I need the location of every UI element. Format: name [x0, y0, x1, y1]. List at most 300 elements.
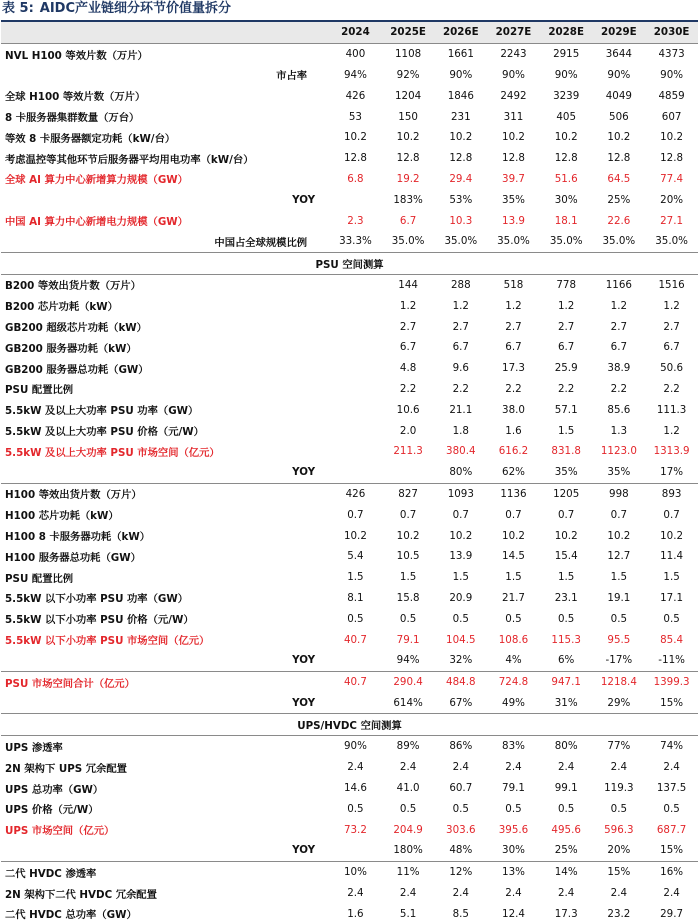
- value-cell: 12.7: [607, 550, 631, 563]
- value-cell: 1.5: [452, 571, 469, 584]
- value-cell: 0.5: [399, 612, 417, 625]
- section-title: PSU 空间测算: [1, 252, 698, 274]
- value-cell: 21.7: [502, 591, 525, 604]
- value-cell: [382, 462, 435, 483]
- value-cell: 831.8: [551, 445, 581, 458]
- table-row: [1, 798, 698, 819]
- value-cell: 12.8: [343, 152, 367, 165]
- value-cell: 6%: [558, 654, 575, 667]
- value-cell: 1.2: [610, 299, 628, 312]
- value-cell: 79.1: [396, 633, 420, 646]
- value-cell: 1.2: [557, 299, 575, 312]
- value-cell: 2492: [500, 89, 527, 102]
- table-row: [1, 231, 698, 252]
- value-cell: 1.6: [347, 907, 364, 920]
- value-cell: 1.6: [505, 424, 522, 437]
- row-label: 全球 H100 等效片数（万片）: [5, 91, 146, 104]
- value-cell: [329, 316, 382, 337]
- table-row: [1, 903, 698, 924]
- value-cell: 13.9: [502, 214, 525, 227]
- table-row: [1, 462, 698, 483]
- value-cell: [329, 840, 382, 861]
- row-label: 二代 HVDC 总功率（GW）: [5, 909, 137, 922]
- value-cell: 15%: [660, 696, 684, 709]
- table-row: [1, 819, 698, 840]
- table-row: [1, 861, 698, 882]
- value-cell: 1.3: [610, 424, 628, 437]
- table-row: [1, 736, 698, 757]
- row-label: 5.5kW 及以上大功率 PSU 功率（GW）: [5, 405, 199, 418]
- value-cell: 85.4: [660, 633, 684, 646]
- value-cell: 35%: [502, 193, 525, 206]
- value-cell: 380.4: [446, 445, 476, 458]
- value-cell: 10.2: [396, 131, 420, 144]
- value-cell: 1123.0: [600, 445, 637, 458]
- value-cell: 687.7: [656, 823, 687, 836]
- value-cell: 400: [345, 48, 366, 61]
- value-cell: 2.4: [505, 761, 522, 774]
- value-cell: 1.5: [347, 571, 364, 584]
- table-row: [1, 525, 698, 546]
- year-header: 2028E: [540, 21, 593, 43]
- value-cell: 51.6: [554, 172, 578, 185]
- value-cell: 1.2: [452, 299, 469, 312]
- value-cell: 23.2: [607, 907, 631, 920]
- section-title: UPS/HVDC 空间测算: [1, 714, 698, 736]
- value-cell: 1.5: [663, 571, 680, 584]
- table-body: [1, 21, 698, 924]
- value-cell: 10.2: [502, 131, 525, 144]
- value-cell: 2.4: [663, 761, 680, 774]
- table-row: [1, 127, 698, 148]
- value-cell: 5.1: [399, 907, 417, 920]
- value-cell: 2.4: [663, 887, 680, 900]
- value-cell: 119.3: [604, 782, 634, 795]
- value-cell: 10.2: [554, 529, 578, 542]
- value-cell: 2.7: [663, 320, 680, 333]
- value-cell: 290.4: [382, 671, 435, 692]
- table-row: [1, 316, 698, 337]
- value-cell: 10.2: [660, 131, 684, 144]
- section-header-row: [1, 714, 698, 736]
- value-cell: 14.6: [343, 782, 367, 795]
- year-header: 2025E: [382, 21, 435, 43]
- value-cell: 20%: [607, 844, 631, 857]
- value-cell: 10.2: [449, 529, 473, 542]
- value-cell: 0.5: [557, 612, 575, 625]
- value-cell: [329, 420, 382, 441]
- value-cell: 0.7: [399, 508, 417, 521]
- row-label: UPS 价格（元/W）: [5, 804, 99, 817]
- value-cell: 6.7: [663, 341, 680, 354]
- value-cell: 947.1: [540, 671, 593, 692]
- value-cell: 0.5: [347, 802, 364, 815]
- value-cell: 29%: [607, 696, 631, 709]
- value-cell: 108.6: [498, 633, 529, 646]
- row-label: 5.5kW 以下小功率 PSU 市场空间（亿元）: [5, 635, 210, 647]
- table-row: [1, 608, 698, 629]
- value-cell: 5.4: [347, 550, 364, 563]
- value-cell: 94%: [396, 654, 420, 667]
- row-label: GB200 超级芯片功耗（kW）: [5, 322, 147, 335]
- value-cell: 12.8: [449, 152, 473, 165]
- value-cell: 0.7: [610, 508, 628, 521]
- value-cell: 60.7: [449, 782, 473, 795]
- value-cell: 12.8: [396, 152, 420, 165]
- value-cell: 20.9: [449, 591, 473, 604]
- value-cell: 85.6: [607, 403, 631, 416]
- value-cell: 0.5: [452, 612, 469, 625]
- value-cell: 1204: [395, 89, 422, 102]
- value-cell: 0.5: [505, 802, 522, 815]
- value-cell: 14%: [540, 861, 593, 882]
- value-cell: 29.7: [660, 907, 684, 920]
- table-row: [1, 169, 698, 190]
- value-cell: [329, 274, 382, 295]
- table-row: [1, 358, 698, 379]
- value-cell: [329, 462, 382, 483]
- value-cell: 1516: [658, 278, 685, 291]
- value-cell: 14.5: [502, 550, 525, 563]
- row-label: 市占率: [276, 70, 308, 83]
- row-label: YOY: [292, 193, 316, 206]
- value-cell: 16%: [645, 861, 698, 882]
- value-cell: 0.5: [347, 612, 364, 625]
- table-row: [1, 189, 698, 210]
- value-cell: 1.2: [663, 424, 680, 437]
- value-chain-table: [1, 20, 698, 924]
- value-cell: 17.1: [660, 591, 684, 604]
- row-label: 8 卡服务器集群数量（万台）: [5, 112, 140, 125]
- value-cell: 10.2: [660, 529, 684, 542]
- value-cell: 2.2: [452, 382, 469, 395]
- table-row: [1, 337, 698, 358]
- value-cell: 9.6: [452, 362, 469, 375]
- value-cell: 2.4: [610, 761, 628, 774]
- value-cell: 1.5: [557, 571, 575, 584]
- value-cell: 1.2: [663, 299, 680, 312]
- value-cell: 89%: [396, 740, 420, 753]
- table-row: [1, 883, 698, 904]
- value-cell: 53%: [449, 193, 473, 206]
- value-cell: 395.6: [498, 823, 529, 836]
- value-cell: 3239: [553, 89, 580, 102]
- header-corner-cell: [1, 21, 329, 43]
- value-cell: 30%: [502, 844, 525, 857]
- value-cell: 2.4: [452, 761, 469, 774]
- row-label: GB200 服务器总功耗（GW）: [5, 363, 149, 376]
- header-row: [1, 21, 698, 43]
- value-cell: 90%: [449, 68, 473, 81]
- value-cell: 893: [645, 483, 698, 504]
- row-label: 全球 AI 算力中心新增算力规模（GW）: [5, 174, 188, 187]
- value-cell: 4373: [658, 48, 685, 61]
- value-cell: 10.2: [502, 529, 525, 542]
- value-cell: 10.5: [396, 550, 420, 563]
- year-header: 2030E: [645, 21, 698, 43]
- table-row: [1, 379, 698, 400]
- value-cell: 0.5: [663, 612, 680, 625]
- value-cell: 0.5: [663, 802, 680, 815]
- value-cell: [329, 189, 382, 210]
- table-row: [1, 85, 698, 106]
- value-cell: 6.7: [399, 341, 417, 354]
- table-row: [1, 295, 698, 316]
- value-cell: 607: [661, 110, 682, 123]
- row-label: 中国 AI 算力中心新增电力规模（GW）: [5, 216, 188, 229]
- value-cell: 10.6: [396, 403, 420, 416]
- value-cell: 73.2: [343, 823, 367, 836]
- value-cell: 2.4: [399, 761, 417, 774]
- value-cell: 77%: [607, 740, 631, 753]
- value-cell: 35%: [554, 466, 578, 479]
- value-cell: 90%: [607, 68, 631, 81]
- value-cell: 18.1: [554, 214, 578, 227]
- row-label: 5.5kW 以下小功率 PSU 功率（GW）: [5, 593, 189, 606]
- row-label: PSU 市场空间合计（亿元）: [1, 671, 329, 692]
- value-cell: 2.4: [399, 887, 417, 900]
- row-label: UPS 渗透率: [5, 741, 63, 754]
- value-cell: 48%: [449, 844, 473, 857]
- table-row: [1, 65, 698, 86]
- table-row: [1, 840, 698, 861]
- value-cell: 35.0%: [549, 235, 583, 248]
- value-cell: 35.0%: [391, 235, 425, 248]
- table-caption: [0, 0, 700, 20]
- value-cell: 35.0%: [655, 235, 688, 248]
- value-cell: 2.4: [557, 761, 575, 774]
- value-cell: 25%: [607, 193, 631, 206]
- value-cell: 2.2: [663, 382, 680, 395]
- value-cell: 2915: [553, 48, 580, 61]
- value-cell: 1.2: [505, 299, 522, 312]
- row-label: B200 等效出货片数（万片）: [5, 280, 141, 293]
- value-cell: 1.5: [610, 571, 628, 584]
- value-cell: 20%: [660, 193, 684, 206]
- value-cell: [329, 399, 382, 420]
- value-cell: 10.2: [607, 131, 631, 144]
- value-cell: 17.3: [554, 907, 578, 920]
- table-row: [1, 210, 698, 231]
- value-cell: 1.5: [557, 424, 575, 437]
- value-cell: 311: [503, 110, 524, 123]
- value-cell: 53: [348, 110, 362, 123]
- value-cell: 0.5: [505, 612, 522, 625]
- value-cell: 10.3: [449, 214, 473, 227]
- row-label: UPS 市场空间（亿元）: [5, 825, 115, 838]
- value-cell: 15%: [660, 844, 684, 857]
- table-row: [1, 757, 698, 778]
- value-cell: 1205: [540, 483, 593, 504]
- value-cell: 22.6: [607, 214, 631, 227]
- value-cell: 2.7: [610, 320, 628, 333]
- value-cell: 4859: [658, 89, 685, 102]
- value-cell: 6.7: [557, 341, 575, 354]
- value-cell: 27.1: [660, 214, 684, 227]
- value-cell: 506: [609, 110, 629, 123]
- value-cell: 83%: [502, 740, 525, 753]
- value-cell: 80%: [554, 740, 578, 753]
- caption-number: 表 5:: [2, 1, 34, 16]
- row-label: GB200 服务器功耗（kW）: [5, 342, 137, 355]
- value-cell: 426: [345, 89, 366, 102]
- value-cell: 25.9: [554, 362, 578, 375]
- value-cell: 2.7: [399, 320, 417, 333]
- value-cell: 11.4: [660, 550, 684, 563]
- value-cell: 6.7: [610, 341, 628, 354]
- value-cell: 1.5: [399, 571, 417, 584]
- row-label: 5.5kW 及以上大功率 PSU 市场空间（亿元）: [5, 446, 220, 459]
- value-cell: [329, 693, 382, 714]
- year-header: 2029E: [593, 21, 646, 43]
- value-cell: 62%: [502, 466, 525, 479]
- value-cell: 0.5: [610, 612, 628, 625]
- value-cell: 3644: [605, 48, 632, 61]
- row-label: H100 服务器总功耗（GW）: [5, 551, 141, 564]
- value-cell: 1218.4: [593, 671, 646, 692]
- table-row: [1, 441, 698, 462]
- value-cell: 74%: [660, 740, 684, 753]
- value-cell: 10.2: [343, 529, 367, 542]
- row-label: YOY: [292, 696, 316, 709]
- value-cell: 180%: [393, 844, 423, 857]
- value-cell: 2.2: [399, 382, 417, 395]
- value-cell: 596.3: [604, 823, 634, 836]
- value-cell: 204.9: [393, 823, 423, 836]
- value-cell: 40.7: [329, 671, 382, 692]
- value-cell: 183%: [393, 193, 423, 206]
- row-label: YOY: [292, 654, 316, 667]
- value-cell: 12.8: [660, 152, 684, 165]
- value-cell: 144: [398, 278, 418, 291]
- value-cell: 10.2: [607, 529, 631, 542]
- table-row: [1, 274, 698, 295]
- value-cell: 38.9: [607, 362, 631, 375]
- value-cell: 35.0%: [497, 235, 530, 248]
- value-cell: 35.0%: [602, 235, 636, 248]
- value-cell: 77.4: [660, 172, 684, 185]
- value-cell: [329, 441, 382, 462]
- row-label: 等效 8 卡服务器额定功耗（kW/台）: [5, 132, 176, 145]
- value-cell: 2.4: [452, 887, 469, 900]
- value-cell: 31%: [554, 696, 578, 709]
- table-row: [1, 483, 698, 504]
- value-cell: 2.0: [399, 424, 417, 437]
- value-cell: 2.2: [505, 382, 522, 395]
- row-label: 2N 架构下 UPS 冗余配置: [5, 762, 127, 775]
- value-cell: 92%: [396, 68, 420, 81]
- value-cell: 827: [382, 483, 435, 504]
- value-cell: 17.3: [502, 362, 525, 375]
- value-cell: 0.5: [399, 802, 417, 815]
- value-cell: [329, 379, 382, 400]
- value-cell: 1.2: [399, 299, 417, 312]
- value-cell: 21.1: [449, 403, 473, 416]
- value-cell: 0.7: [663, 508, 680, 521]
- value-cell: 0.7: [452, 508, 469, 521]
- value-cell: 778: [556, 278, 576, 291]
- value-cell: 12.8: [607, 152, 631, 165]
- value-cell: 40.7: [343, 633, 367, 646]
- value-cell: 86%: [449, 740, 473, 753]
- value-cell: 2.4: [505, 887, 522, 900]
- value-cell: 12.8: [554, 152, 578, 165]
- value-cell: 13.9: [449, 550, 473, 563]
- row-label: PSU 配置比例: [5, 384, 74, 397]
- row-label: YOY: [292, 466, 316, 479]
- value-cell: 115.3: [551, 633, 581, 646]
- value-cell: [329, 337, 382, 358]
- row-label: 考虑温控等其他环节后服务器平均用电功率（kW/台）: [5, 153, 254, 166]
- value-cell: 2.7: [505, 320, 522, 333]
- value-cell: 2.4: [347, 887, 364, 900]
- value-cell: 12.8: [502, 152, 525, 165]
- value-cell: 518: [503, 278, 524, 291]
- value-cell: 614%: [393, 696, 423, 709]
- value-cell: 2.7: [452, 320, 469, 333]
- value-cell: 90%: [502, 68, 525, 81]
- value-cell: 426: [329, 483, 382, 504]
- value-cell: 41.0: [396, 782, 420, 795]
- value-cell: 0.5: [452, 802, 469, 815]
- value-cell: 1846: [447, 89, 474, 102]
- value-cell: 1108: [395, 48, 422, 61]
- caption-text: AIDC产业链细分环节价值量拆分: [39, 1, 232, 16]
- value-cell: 11%: [382, 861, 435, 882]
- value-cell: 1313.9: [653, 445, 690, 458]
- table-row: [1, 504, 698, 525]
- value-cell: [329, 295, 382, 316]
- row-label: H100 芯片功耗（kW）: [5, 510, 119, 523]
- value-cell: 1661: [447, 48, 474, 61]
- year-header: 2026E: [434, 21, 487, 43]
- value-cell: 39.7: [502, 172, 525, 185]
- value-cell: 405: [556, 110, 576, 123]
- value-cell: 90%: [660, 68, 684, 81]
- row-label: 二代 HVDC 渗透率: [1, 861, 329, 882]
- value-cell: 1136: [487, 483, 540, 504]
- table-row: [1, 399, 698, 420]
- value-cell: 90%: [554, 68, 578, 81]
- value-cell: 13%: [487, 861, 540, 882]
- value-cell: 35%: [607, 466, 631, 479]
- table-row: [1, 588, 698, 609]
- value-cell: 4%: [505, 654, 522, 667]
- row-label: H100 8 卡服务器功耗（kW）: [5, 531, 151, 544]
- value-cell: 15.4: [554, 550, 578, 563]
- value-cell: 6.8: [347, 172, 364, 185]
- value-cell: 2.4: [610, 887, 628, 900]
- value-cell: 998: [593, 483, 646, 504]
- value-cell: 4049: [605, 89, 632, 102]
- row-label: 5.5kW 及以上大功率 PSU 价格（元/W）: [5, 426, 204, 439]
- value-cell: 8.5: [452, 907, 469, 920]
- row-label: 2N 架构下二代 HVDC 冗余配置: [5, 888, 157, 901]
- value-cell: 94%: [343, 68, 367, 81]
- row-label: NVL H100 等效片数（万片）: [5, 49, 148, 62]
- row-label: 中国占全球规模比例: [214, 236, 308, 249]
- value-cell: 1093: [434, 483, 487, 504]
- value-cell: 19.1: [607, 591, 631, 604]
- value-cell: 67%: [449, 696, 473, 709]
- table-row: [1, 671, 698, 692]
- value-cell: [329, 650, 382, 671]
- value-cell: 23.1: [554, 591, 578, 604]
- table-row: [1, 778, 698, 799]
- year-header: 2024: [329, 21, 382, 43]
- value-cell: -11%: [658, 654, 685, 667]
- value-cell: 1399.3: [645, 671, 698, 692]
